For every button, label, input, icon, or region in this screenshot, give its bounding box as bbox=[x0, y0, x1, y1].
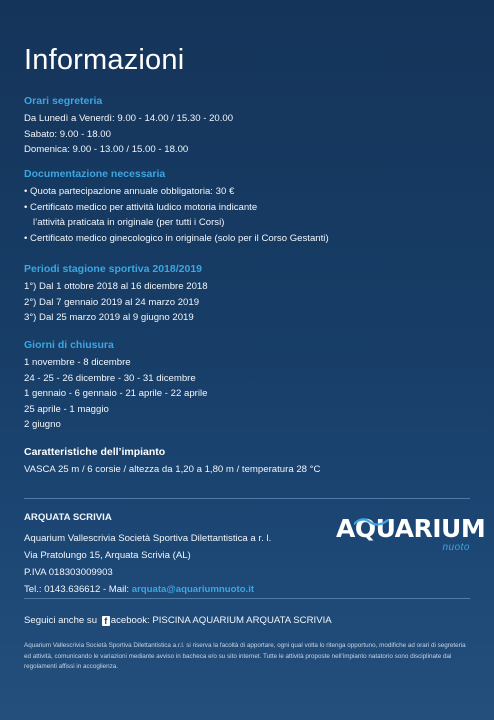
impianto-section bbox=[24, 445, 320, 478]
documentazione-line: • Quota partecipazione annuale obbligatoria: 30 € bbox=[24, 186, 235, 197]
email-link[interactable]: arquata@aquariumnuoto.it bbox=[131, 584, 255, 595]
logo-wordmark: AQUARIUM bbox=[336, 514, 486, 543]
documentazione-line: • Certificato medico per attività ludico motoria indicante bbox=[24, 201, 258, 213]
company-block bbox=[24, 509, 271, 598]
periodi-heading: Periodi stagione sportiva 2018/2019 bbox=[24, 263, 202, 275]
periodi-line: 1°) Dal 1 ottobre 2018 al 16 dicembre 2018 bbox=[24, 281, 208, 292]
orari-section bbox=[24, 94, 233, 158]
social-follow bbox=[24, 615, 332, 626]
periodi-section bbox=[24, 262, 208, 326]
documentazione-line: l’attività praticata in originale (per tutti i Corsi) bbox=[33, 217, 225, 229]
documentazione-line: • Certificato medico ginecologico in originale (solo per il Corso Gestanti) bbox=[24, 232, 329, 244]
chiusura-line: 24 - 25 - 26 dicembre - 30 - 31 dicembre bbox=[24, 372, 196, 384]
footer-disclaimer: Aquarium Vallescrivia Società Sportiva Dilettantistica a.r.l. si riserva la facoltà di apportare, ogni qual volta lo ritenga opportuno, modifiche ad orari di segreteria ed attività, comunicando le variazioni mediante avviso in bacheca e/o su sito internet. Tutte le attività proposte nell’impianto natatorio sono disciplinate dai regolamenti affissi in accoglienza. bbox=[24, 642, 466, 670]
orari-heading: Orari segreteria bbox=[24, 95, 103, 107]
contact-prefix: Tel.: 0143.636612 - Mail: bbox=[24, 584, 132, 595]
periodi-line: 3°) Dal 25 marzo 2019 al 9 giugno 2019 bbox=[24, 312, 194, 324]
chiusura-line: 1 novembre - 8 dicembre bbox=[24, 357, 131, 368]
chiusura-line: 25 aprile - 1 maggio bbox=[24, 403, 109, 415]
orari-line: Da Lunedì a Venerdì: 9.00 - 14.00 / 15.30 - 20.00 bbox=[24, 113, 234, 124]
documentazione-heading: Documentazione necessaria bbox=[24, 168, 166, 180]
aquarium-logo bbox=[336, 514, 486, 562]
chiusura-line: 1 gennaio - 6 gennaio - 21 aprile - 22 aprile bbox=[24, 388, 208, 400]
impianto-line: VASCA 25 m / 6 corsie / altezza da 1,20 a 1,80 m / temperatura 28 °C bbox=[24, 464, 321, 475]
chiusura-heading: Giorni di chiusura bbox=[24, 339, 114, 351]
divider bbox=[24, 598, 470, 599]
company-name: ARQUATA SCRIVIA bbox=[24, 512, 112, 523]
facebook-page-link[interactable]: acebook: PISCINA AQUARIUM ARQUATA SCRIVIA bbox=[110, 615, 332, 626]
follow-prefix: Seguici anche su bbox=[24, 615, 98, 626]
divider bbox=[24, 498, 470, 499]
periodi-line: 2°) Dal 7 gennaio 2019 al 24 marzo 2019 bbox=[24, 296, 200, 308]
company-address: Via Pratolungo 15, Arquata Scrivia (AL) bbox=[24, 550, 191, 561]
impianto-heading: Caratteristiche dell’impianto bbox=[24, 446, 166, 458]
chiusura-line: 2 giugno bbox=[24, 419, 61, 431]
company-line: Aquarium Vallescrivia Società Sportiva Dilettantistica a r. l. bbox=[24, 533, 272, 544]
company-contact bbox=[24, 581, 271, 598]
orari-line: Sabato: 9.00 - 18.00 bbox=[24, 128, 111, 140]
company-vat: P.IVA 018303009903 bbox=[24, 567, 113, 578]
logo-wave-icon bbox=[354, 516, 394, 526]
logo-subtitle: nuoto bbox=[442, 542, 470, 553]
documentazione-section bbox=[24, 167, 329, 246]
facebook-icon[interactable]: f bbox=[102, 616, 110, 626]
page-title: Informazioni bbox=[24, 44, 185, 76]
orari-line: Domenica: 9.00 - 13.00 / 15.00 - 18.00 bbox=[24, 144, 189, 156]
chiusura-section bbox=[24, 338, 207, 433]
